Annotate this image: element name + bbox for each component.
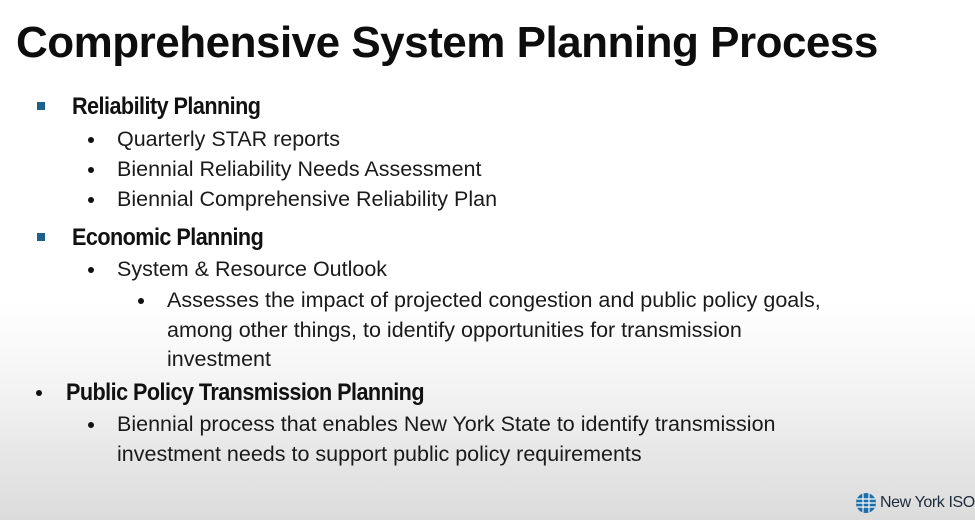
list-item-line: investment needs to support public policy requirements — [117, 442, 642, 466]
square-bullet-icon — [37, 233, 45, 241]
list-item: Biennial Reliability Needs Assessment — [117, 157, 482, 181]
sub-list-item-line: among other things, to identify opportunities for transmission — [167, 318, 742, 342]
list-item: Quarterly STAR reports — [117, 127, 341, 151]
bullet-dot-icon — [88, 197, 94, 203]
square-bullet-icon — [37, 102, 45, 110]
nyiso-logo — [855, 492, 975, 514]
sub-list-item-line: Assesses the impact of projected congestion and public policy goals, — [167, 288, 821, 312]
bullet-dot-icon — [138, 298, 144, 304]
logo-text: New York ISO — [880, 494, 975, 511]
globe-icon — [855, 492, 877, 514]
section-heading-public-policy: Public Policy Transmission Planning — [66, 379, 425, 406]
list-item-line: Biennial process that enables New York State to identify transmission — [117, 412, 776, 436]
bullet-dot-icon — [36, 390, 42, 396]
sub-list-item-line: investment — [167, 347, 271, 371]
list-item: System & Resource Outlook — [117, 257, 388, 281]
bullet-dot-icon — [88, 167, 94, 173]
section-heading-reliability: Reliability Planning — [72, 93, 261, 120]
bullet-dot-icon — [88, 422, 94, 428]
list-item: Biennial Comprehensive Reliability Plan — [117, 187, 498, 211]
bullet-dot-icon — [88, 267, 94, 273]
bullet-dot-icon — [88, 137, 94, 143]
section-heading-economic: Economic Planning — [72, 224, 264, 251]
slide-title: Comprehensive System Planning Process — [16, 18, 878, 67]
